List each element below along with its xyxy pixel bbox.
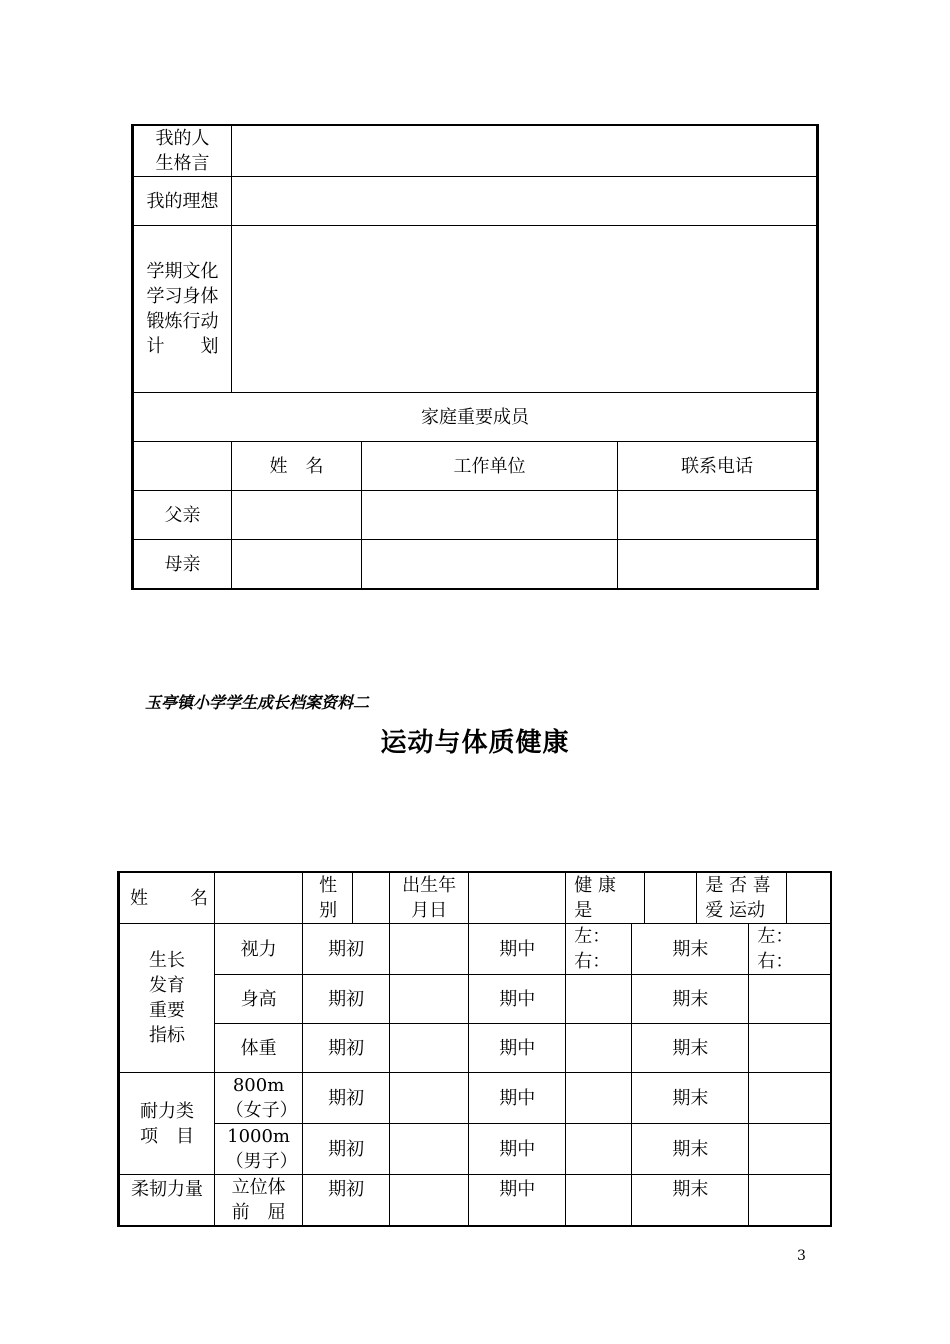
health-label: 健 康 是: [566, 872, 645, 924]
name-value[interactable]: [215, 872, 303, 924]
plan-label-line: 计 划: [146, 336, 219, 357]
run800-label: 800m（女子）: [215, 1073, 303, 1124]
run1000-start-label: 期初: [303, 1124, 390, 1175]
weight-start-label: 期初: [303, 1024, 390, 1073]
height-mid-label: 期中: [469, 975, 566, 1024]
flex-end-label: 期末: [632, 1175, 749, 1227]
motto-value[interactable]: [232, 125, 818, 177]
run800-start-label: 期初: [303, 1073, 390, 1124]
sitreach-label: 立位体前 屈: [215, 1175, 303, 1227]
run800-mid-label: 期中: [469, 1073, 566, 1124]
family-header: 家庭重要成员: [133, 393, 818, 442]
plan-label: [133, 226, 232, 393]
row-mother: 母亲: [133, 540, 232, 590]
height-end-value[interactable]: [749, 975, 831, 1024]
vision-mid-label: 期中: [469, 924, 566, 975]
mother-phone[interactable]: [618, 540, 818, 590]
height-mid-value[interactable]: [566, 975, 632, 1024]
run800-mid-value[interactable]: [566, 1073, 632, 1124]
flex-end-value[interactable]: [749, 1175, 831, 1227]
weight-mid-label: 期中: [469, 1024, 566, 1073]
height-end-label: 期末: [632, 975, 749, 1024]
run800-end-value[interactable]: [749, 1073, 831, 1124]
run1000-end-value[interactable]: [749, 1124, 831, 1175]
vision-start-value[interactable]: [390, 924, 469, 975]
run1000-mid-label: 期中: [469, 1124, 566, 1175]
vision-start-label: 期初: [303, 924, 390, 975]
col-work: 工作单位: [362, 442, 618, 491]
height-start-label: 期初: [303, 975, 390, 1024]
endurance-label: 耐力类项 目: [119, 1073, 215, 1175]
height-start-value[interactable]: [390, 975, 469, 1024]
vision-end-label: 期末: [632, 924, 749, 975]
weight-label: 体重: [215, 1024, 303, 1073]
weight-start-value[interactable]: [390, 1024, 469, 1073]
flex-mid-value[interactable]: [566, 1175, 632, 1227]
flex-label: 柔韧力量: [119, 1175, 215, 1227]
row-father: 父亲: [133, 491, 232, 540]
document-subtitle: 玉亭镇小学学生成长档案资料二: [145, 693, 370, 712]
flex-start-value[interactable]: [390, 1175, 469, 1227]
page-title: 运动与体质健康: [380, 728, 570, 758]
flex-start-label: 期初: [303, 1175, 390, 1227]
run800-start-value[interactable]: [390, 1073, 469, 1124]
birth-label: 出生年月日: [390, 872, 469, 924]
run1000-start-value[interactable]: [390, 1124, 469, 1175]
gender-value[interactable]: [353, 872, 390, 924]
run1000-end-label: 期末: [632, 1124, 749, 1175]
father-name[interactable]: [232, 491, 362, 540]
vision-end-value[interactable]: 左：右：: [749, 924, 831, 975]
weight-end-value[interactable]: [749, 1024, 831, 1073]
flex-mid-label: 期中: [469, 1175, 566, 1227]
col-name: 姓 名: [232, 442, 362, 491]
family-info-table: [131, 124, 819, 590]
vision-mid-value[interactable]: 左：右：: [566, 924, 632, 975]
likes-sport-label: 是 否 喜 爱 运动: [697, 872, 787, 924]
motto-label: 我的人生格言: [133, 125, 232, 177]
plan-label-line: 学期文化: [146, 261, 219, 282]
father-work[interactable]: [362, 491, 618, 540]
run1000-mid-value[interactable]: [566, 1124, 632, 1175]
health-value[interactable]: [645, 872, 697, 924]
ideal-value[interactable]: [232, 177, 818, 226]
ideal-label: 我的理想: [133, 177, 232, 226]
vision-label: 视力: [215, 924, 303, 975]
name-label: 姓 名: [119, 872, 215, 924]
mother-work[interactable]: [362, 540, 618, 590]
fitness-table: [117, 871, 832, 1227]
growth-label: 生长发育重要指标: [119, 924, 215, 1073]
weight-end-label: 期末: [632, 1024, 749, 1073]
father-phone[interactable]: [618, 491, 818, 540]
birth-value[interactable]: [469, 872, 566, 924]
page-number: 3: [797, 1248, 806, 1264]
height-label: 身高: [215, 975, 303, 1024]
gender-label: 性别: [303, 872, 353, 924]
plan-label-line: 学习身体: [146, 286, 219, 307]
mother-name[interactable]: [232, 540, 362, 590]
blank-header-cell: [133, 442, 232, 491]
plan-label-line: 锻炼行动: [146, 311, 219, 332]
run800-end-label: 期末: [632, 1073, 749, 1124]
plan-value[interactable]: [232, 226, 818, 393]
run1000-label: 1000m（男子）: [215, 1124, 303, 1175]
col-phone: 联系电话: [618, 442, 818, 491]
weight-mid-value[interactable]: [566, 1024, 632, 1073]
likes-sport-value[interactable]: [787, 872, 831, 924]
